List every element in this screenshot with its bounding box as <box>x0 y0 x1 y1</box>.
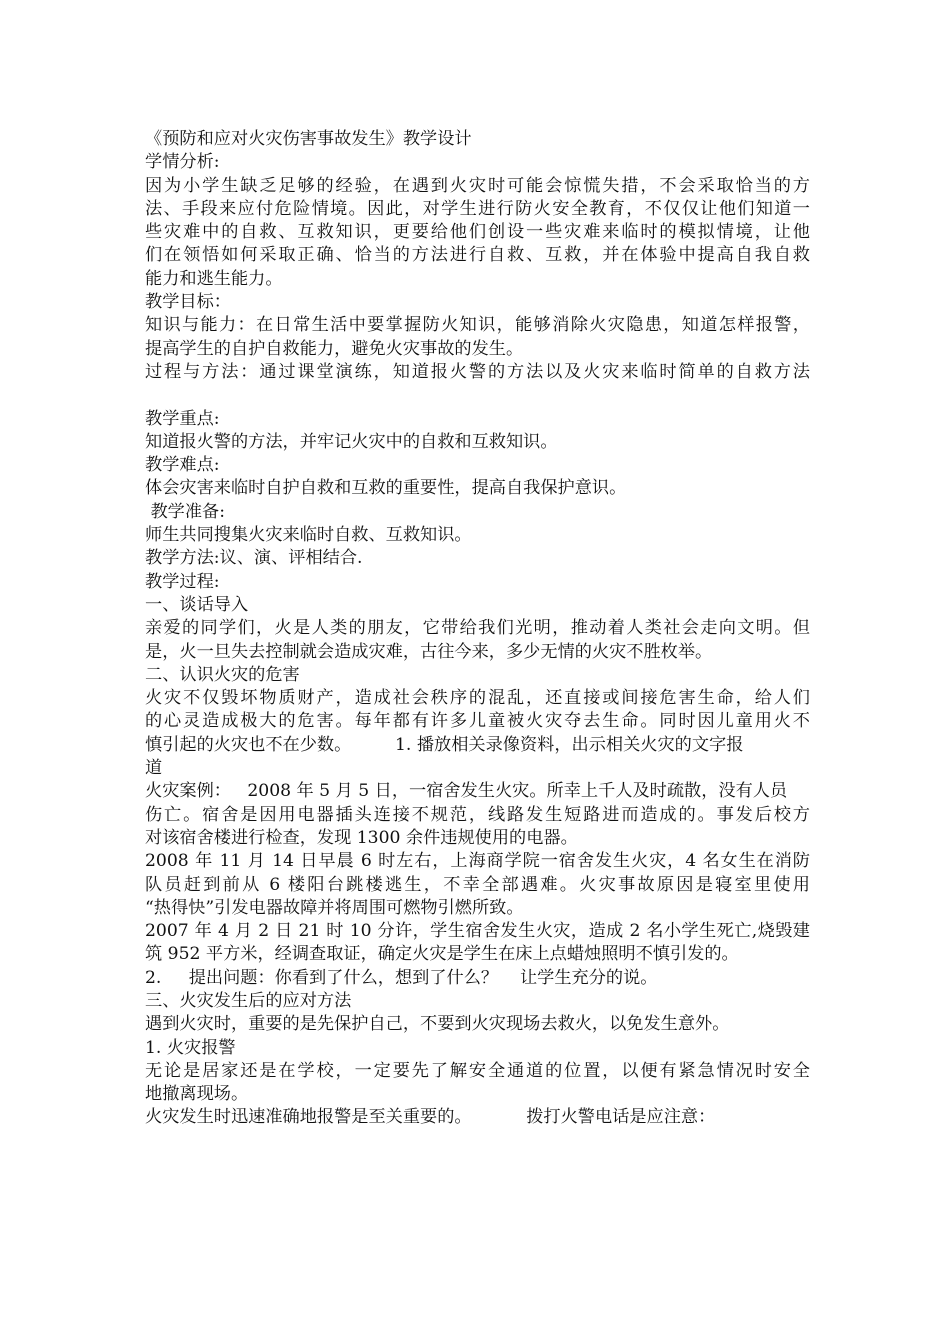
text-line: 队员赶到前从 6 楼阳台跳楼逃生，不幸全部遇难。火灾事故原因是寝室里使用 <box>145 874 810 895</box>
text-line: 提高学生的自护自救能力，避免火灾事故的发生。 <box>145 338 524 359</box>
text-line: 地撤离现场。 <box>145 1084 249 1105</box>
text-line: 2007 年 4 月 2 日 21 时 10 分许，学生宿舍发生火灾，造成 2 名小学生死亡,烧毁建 <box>145 921 810 942</box>
text-line: 三、火灾发生后的应对方法 <box>145 990 352 1011</box>
text-line: “热得快”引发电器故障并将周围可燃物引燃所致。 <box>145 897 524 918</box>
text-line: 1. 火灾报警 <box>145 1037 236 1058</box>
text-line: 《预防和应对火灾伤害事故发生》教学设计 <box>145 129 472 149</box>
text-line: 师生共同搜集火灾来临时自救、互救知识。 <box>145 525 472 546</box>
text-line: 遇到火灾时，重要的是先保护自己，不要到火灾现场去救火，以免发生意外。 <box>145 1014 730 1035</box>
text-line: 因为小学生缺乏足够的经验，在遇到火灾时可能会惊慌失措，不会采取恰当的方 <box>145 175 810 196</box>
text-line: 火灾发生时迅速准确地报警是至关重要的。 拨打火警电话是应注意： <box>145 1107 716 1128</box>
text-line: 教学目标： <box>145 292 231 313</box>
text-line: 2008 年 11 月 14 日早晨 6 时左右，上海商学院一宿舍发生火灾，4 名女生在消防 <box>145 851 810 872</box>
text-line: 2. 提出问题：你看到了什么，想到了什么？ 让学生充分的说。 <box>145 967 658 988</box>
text-line: 是，火一旦失去控制就会造成灾难，古往今来，多少无情的火灾不胜枚举。 <box>145 641 713 662</box>
document-body <box>145 128 810 1130</box>
text-line: 知道报火警的方法，并牢记火灾中的自救和互救知识。 <box>145 431 558 452</box>
text-line: 教学难点: <box>145 455 220 476</box>
text-line: 亲爱的同学们，火是人类的朋友，它带给我们光明，推动着人类社会走向文明。但 <box>145 618 810 639</box>
text-line <box>145 384 810 407</box>
text-line: 无论是居家还是在学校，一定要先了解安全通道的位置，以便有紧急情况时安全 <box>145 1060 810 1081</box>
text-line: 一、谈话导入 <box>145 594 249 615</box>
text-line: 法、手段来应付危险情境。因此，对学生进行防火安全教育，不仅仅让他们知道一 <box>145 198 810 219</box>
text-line: 二、认识火灾的危害 <box>145 664 300 685</box>
text-line: 火灾不仅毁坏物质财产，造成社会秩序的混乱，还直接或间接危害生命，给人们 <box>145 688 810 709</box>
text-line: 的心灵造成极大的危害。每年都有许多儿童被火灾夺去生命。同时因儿童用火不 <box>145 711 810 732</box>
text-line: 对该宿舍楼进行检查，发现 1300 余件违规使用的电器。 <box>145 827 578 848</box>
text-line: 知识与能力：在日常生活中要掌握防火知识，能够消除火灾隐患，知道怎样报警， <box>145 315 810 336</box>
text-line: 些灾难中的自救、互救知识，更要给他们创设一些灾难来临时的模拟情境，让他 <box>145 222 810 243</box>
text-line: 伤亡。宿舍是因用电器插头连接不规范，线路发生短路进而造成的。事发后校方 <box>145 804 810 825</box>
text-line: 教学过程: <box>145 571 220 592</box>
text-line: 过程与方法：通过课堂演练，知道报火警的方法以及火灾来临时简单的自救方法 <box>145 361 810 382</box>
text-line: 们在领悟如何采取正确、恰当的方法进行自救、互救，并在体验中提高自我自救 <box>145 245 810 266</box>
text-line: 学情分析: <box>145 152 220 173</box>
text-line: 能力和逃生能力。 <box>145 268 283 289</box>
text-line: 教学准备: <box>145 501 226 522</box>
text-line: 教学重点: <box>145 408 220 429</box>
text-line: 教学方法:议、演、评相结合. <box>145 548 363 569</box>
text-line: 火灾案例： 2008 年 5 月 5 日，一宿舍发生火灾。所幸上千人及时疏散，没有人员 <box>145 781 788 802</box>
text-line: 体会灾害来临时自护自救和互救的重要性，提高自我保护意识。 <box>145 478 627 499</box>
text-line: 道 <box>145 758 163 779</box>
text-line: 慎引起的火灾也不在少数。 1. 播放相关录像资料，出示相关火灾的文字报 <box>145 734 744 755</box>
text-line: 筑 952 平方米，经调查取证，确定火灾是学生在床上点蜡烛照明不慎引发的。 <box>145 944 739 965</box>
